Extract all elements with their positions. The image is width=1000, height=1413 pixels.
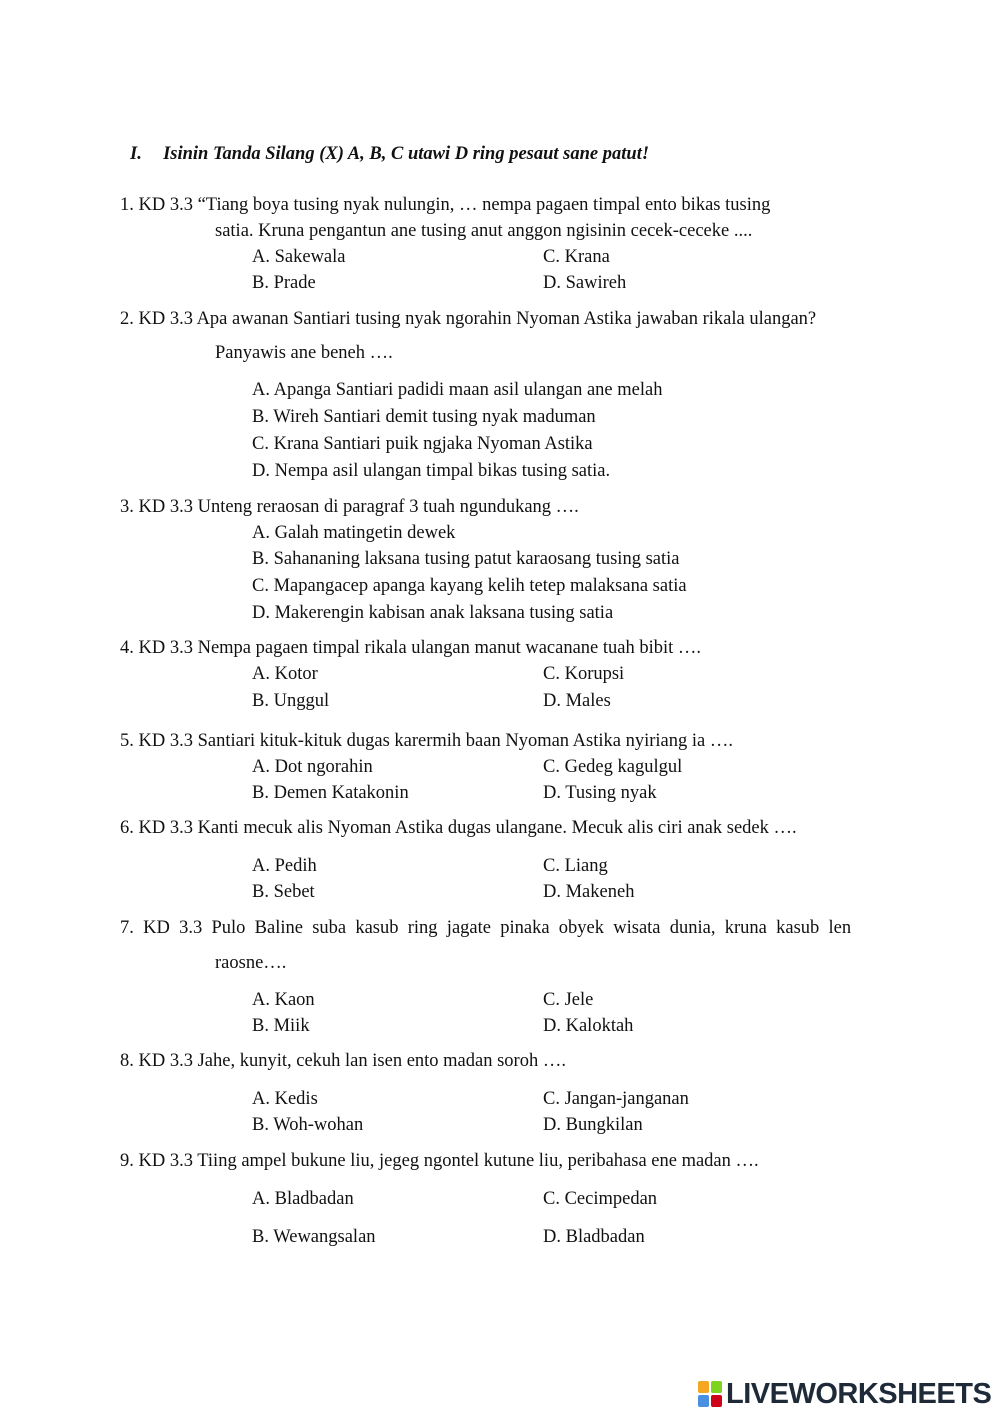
option-c[interactable]: C. Korupsi	[543, 664, 625, 684]
option-d[interactable]: D. Males	[543, 691, 611, 711]
option-b[interactable]: B. Wireh Santiari demit tusing nyak maduman	[252, 407, 596, 427]
option-a[interactable]: A. Bladbadan	[252, 1189, 354, 1209]
question-text-continued: satia. Kruna pengantun ane tusing anut anggon ngisinin cecek-ceceke ....	[215, 221, 753, 241]
option-b[interactable]: B. Prade	[252, 273, 316, 293]
option-d[interactable]: D. Bungkilan	[543, 1115, 643, 1135]
option-b[interactable]: B. Woh-wohan	[252, 1115, 364, 1135]
option-c[interactable]: C. Krana Santiari puik ngjaka Nyoman Astika	[252, 434, 593, 454]
option-d[interactable]: D. Bladbadan	[543, 1227, 645, 1247]
option-c[interactable]: C. Krana	[543, 247, 610, 267]
option-a[interactable]: A. Dot ngorahin	[252, 757, 373, 777]
section-instruction: Isinin Tanda Silang (X) A, B, C utawi D ring pesaut sane patut!	[163, 144, 650, 164]
question-text: 6. KD 3.3 Kanti mecuk alis Nyoman Astika dugas ulangane. Mecuk alis ciri anak sedek ….	[120, 818, 797, 838]
section-number: I.	[130, 144, 142, 164]
option-a[interactable]: A. Kedis	[252, 1089, 318, 1109]
question-text: 2. KD 3.3 Apa awanan Santiari tusing nyak ngorahin Nyoman Astika jawaban rikala ulangan?	[120, 309, 817, 329]
option-d[interactable]: D. Tusing nyak	[543, 783, 657, 803]
option-a[interactable]: A. Galah matingetin dewek	[252, 523, 456, 543]
question-text: 7. KD 3.3 Pulo Baline suba kasub ring jagate pinaka obyek wisata dunia, kruna kasub len	[120, 918, 852, 938]
option-b[interactable]: B. Demen Katakonin	[252, 783, 409, 803]
liveworksheets-logo	[698, 1378, 991, 1410]
option-c[interactable]: C. Mapangacep apanga kayang kelih tetep malaksana satia	[252, 576, 687, 596]
liveworksheets-logo-text: LIVEWORKSHEETS	[726, 1378, 992, 1410]
option-b[interactable]: B. Wewangsalan	[252, 1227, 376, 1247]
section-heading	[130, 143, 649, 165]
question-text: 9. KD 3.3 Tiing ampel bukune liu, jegeg ngontel kutune liu, peribahasa ene madan ….	[120, 1151, 759, 1171]
option-b[interactable]: B. Unggul	[252, 691, 330, 711]
option-d[interactable]: D. Makeneh	[543, 882, 635, 902]
option-a[interactable]: A. Pedih	[252, 856, 317, 876]
option-d[interactable]: D. Sawireh	[543, 273, 627, 293]
option-a[interactable]: A. Apanga Santiari padidi maan asil ulangan ane melah	[252, 380, 663, 400]
question-text: 5. KD 3.3 Santiari kituk-kituk dugas karermih baan Nyoman Astika nyiriang ia ….	[120, 731, 733, 751]
question-text-continued: Panyawis ane beneh ….	[215, 343, 393, 363]
option-d[interactable]: D. Kaloktah	[543, 1016, 634, 1036]
option-d[interactable]: D. Makerengin kabisan anak laksana tusing satia	[252, 603, 614, 623]
question-text-continued: raosne….	[215, 953, 287, 973]
option-b[interactable]: B. Miik	[252, 1016, 310, 1036]
question-text: 8. KD 3.3 Jahe, kunyit, cekuh lan isen ento madan soroh ….	[120, 1051, 566, 1071]
option-b[interactable]: B. Sebet	[252, 882, 315, 902]
option-c[interactable]: C. Gedeg kagulgul	[543, 757, 683, 777]
option-c[interactable]: C. Liang	[543, 856, 608, 876]
option-a[interactable]: A. Kaon	[252, 990, 315, 1010]
option-a[interactable]: A. Kotor	[252, 664, 318, 684]
option-a[interactable]: A. Sakewala	[252, 247, 346, 267]
question-text: 4. KD 3.3 Nempa pagaen timpal rikala ulangan manut wacanane tuah bibit ….	[120, 638, 702, 658]
option-b[interactable]: B. Sahananing laksana tusing patut karaosang tusing satia	[252, 549, 680, 569]
option-c[interactable]: C. Jele	[543, 990, 594, 1010]
option-c[interactable]: C. Cecimpedan	[543, 1189, 658, 1209]
question-text: 1. KD 3.3 “Tiang boya tusing nyak nulungin, … nempa pagaen timpal ento bikas tusing	[120, 195, 771, 215]
option-d[interactable]: D. Nempa asil ulangan timpal bikas tusing satia.	[252, 461, 611, 481]
question-text: 3. KD 3.3 Unteng reraosan di paragraf 3 tuah ngundukang ….	[120, 497, 579, 517]
liveworksheets-logo-icon	[698, 1381, 722, 1407]
option-c[interactable]: C. Jangan-janganan	[543, 1089, 689, 1109]
